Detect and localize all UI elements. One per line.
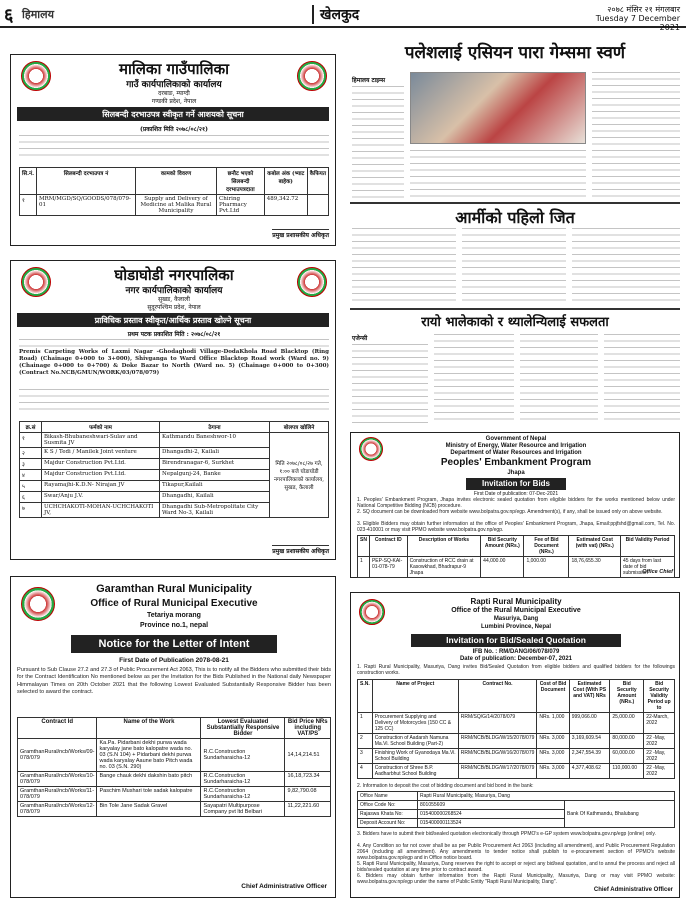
cell [307, 195, 328, 216]
cell: 22 -May, 2022 [644, 749, 675, 764]
cell: Bikash-Bhubaneshwari-Sulav and Susmita JV [42, 433, 160, 448]
col-header: क्र.सं [20, 422, 42, 433]
cell: 11,22,221.60 [285, 802, 331, 817]
ad4-table [357, 535, 675, 578]
cell: Rajaswa Khata No: [358, 810, 418, 819]
cell: Rayamajhi-K.D.N- Nirajan JV [42, 481, 160, 492]
col-header: Bid Security Amount (NRs.) [610, 680, 644, 713]
cell: MRM/MGD/SQ/GOODS/078/079-01 [37, 195, 136, 216]
article-text [604, 334, 680, 424]
col-header: Description of Works [407, 536, 481, 557]
date-nepali: २०७८ मंसिर २१ मंगलबार [607, 5, 680, 14]
ad-embankment [350, 432, 680, 578]
intro: Rapti Rural Municipality, Masuriya, Dang invites Bid/Sealed Quotation from eligible bidders and qualified bidders for the followings construction works. [357, 664, 675, 676]
col-header: कामको विवरण [135, 168, 216, 195]
ad-title: Rapti Rural Municipality [470, 597, 562, 606]
cell: 2,347,554.39 [569, 749, 610, 764]
cell: 80,000.00 [610, 734, 644, 749]
notice-bar: प्राविधिक प्रस्ताव स्वीकृत/आर्थिक प्रस्ताव खोल्ने सूचना [17, 313, 329, 327]
point-text: Bidders have to submit their bid/sealed quotation electronically through PPMO's e-GP system www.bolpatra.gov.np/egp (online) only. [362, 831, 656, 837]
ad-subtitle: Office of Rural Municipal Executive [90, 598, 258, 609]
ad-malika [10, 54, 336, 246]
table-row [20, 195, 329, 216]
note: Information to deposit the cost of bidding document and bid bond in the bank: [362, 783, 534, 789]
cell: Construction of RCC drain at Kasowkhad, Bhadrapur-9 Jhapa [407, 557, 481, 578]
point-text: SQ document can be downloaded from website www.bolpatra.gov.np/egp. Amendment(s), if any, shall be issued only on above website. [362, 509, 663, 515]
cell: 22 -May, 2022 [644, 734, 675, 749]
cell: मिति २०७८/०८/२७ गते, १:०० बजे घोडाघोडी नगरपालिकाको कार्यालय, सुखड, कैलाली [270, 433, 329, 518]
col-header: Lowest Evaluated Substantially Responsive Bidder [201, 718, 285, 739]
ad-province: गण्डकी प्रदेश, नेपाल [151, 98, 197, 105]
cell: NRs. 3,000 [537, 734, 569, 749]
point-text: Any Condition so far not cover shall be as per Public Procurement Act 2063 (including all amendment), and Public Procurement Regulation 2064 (including all amendment). Any amendments to tender notice shall publish to e-procurement section of PPMO's website www.bolpatra.gov.np/egp and in Office notice board. [357, 843, 675, 861]
section-title: खेलकुद [312, 5, 359, 24]
article-text [352, 86, 404, 198]
ad-subtitle: Office of the Rural Municipal Executive [451, 607, 581, 614]
signature: प्रमुख प्रशासकीय अधिकृत [272, 545, 329, 555]
cell: 14,14,214.51 [285, 739, 331, 772]
point-text: Peoples' Embankment Program, Jhapa invites electronic sealed quotation from eligible bidders for the works mentioned below under National Competitive Bidding (NCB) procedure. [357, 497, 675, 509]
col-header: Name of the Work [97, 718, 201, 739]
ad-address: Tetariya morang [147, 612, 201, 619]
cell: NRs. 3,000 [537, 749, 569, 764]
ad-province: Lumbini Province, Nepal [480, 624, 551, 630]
cell: Swar/Anju J.V. [42, 492, 160, 503]
cell: 18,76,655.30 [569, 557, 621, 578]
cell: Procurement Supplying and Delivery of Motorcycles (150 CC & 125 CC) [372, 713, 458, 734]
cell: Finishing Work of Gyanodaya Ma.Vi. School Building [372, 749, 458, 764]
article-text [352, 228, 456, 304]
ifb-number: IFB No. : RM/DANG/06/078/079 [472, 649, 560, 655]
pub-date: First Date of Publication 2078-08-21 [119, 657, 229, 664]
cell: 3 [358, 749, 373, 764]
ad-address: दरबाङ, म्याग्दी [158, 90, 190, 97]
signature: Chief Administrative Officer [593, 887, 673, 893]
col-header: कैफियत [307, 168, 328, 195]
col-header: Contract ID [369, 536, 407, 557]
ad-province: Province no.1, nepal [139, 622, 209, 629]
body-text [19, 339, 329, 349]
cell: ५ [20, 481, 42, 492]
byline-3: एजेन्सी [352, 335, 368, 342]
col-header: Estimated Cost (With PS and VAT) NRs [569, 680, 610, 713]
cell: Office Name [358, 792, 418, 801]
point-3: 3. Bidders have to submit their bid/sealed quotation electronically through PPMO's e-GP system www.bolpatra.gov.np/egp (online) only. [357, 831, 656, 837]
bank-note: 2. Information to deposit the cost of bidding document and bid bond in the bank: [357, 783, 534, 789]
col-header: Bid Validity Period [621, 536, 675, 557]
ad5-table [357, 679, 675, 779]
cell: Birendranagar-6, Surkhet [160, 459, 270, 470]
table-row [358, 713, 675, 734]
cell: 999,066.00 [569, 713, 610, 734]
cell: Deposit Account No: [358, 819, 418, 828]
gov-name: Government of Nepal [485, 436, 547, 442]
cell: RRM/NCB/BLDG/W/15/2078/079 [458, 734, 537, 749]
body-text [19, 135, 329, 161]
ad2-table [19, 421, 329, 518]
cell: 22-March, 2022 [644, 713, 675, 734]
headline-2: आर्मीको पहिलो जित [455, 208, 575, 227]
cell: Dhangadhi, Kailali [160, 492, 270, 503]
page-number: ६ [4, 5, 14, 26]
cell: Bange chauk dekhi dakshin bato pitch [97, 772, 201, 787]
article-text [572, 228, 680, 304]
cell: 22 -May, 2022 [644, 764, 675, 779]
col-header: सिलबन्दी दरभाउपत्र नं [37, 168, 136, 195]
col-header: फर्मको नाम [42, 422, 160, 433]
cell: Supply and Delivery of Medicine at Malika Rural Municipality [135, 195, 216, 216]
cell: Majdur Construction Pvt.Ltd. [42, 470, 160, 481]
col-header: Contract Id [18, 718, 97, 739]
byline-1: हिमालय टाइम्स [352, 77, 386, 84]
table-row [358, 749, 675, 764]
cell: Dhangadhi-2, Kailali [160, 448, 270, 459]
cell: GramthanRural/ncb/Works/09-078/079 [18, 739, 97, 772]
cell: 1,000.00 [524, 557, 569, 578]
article-text [462, 228, 566, 304]
cell: RRM/SQ/G/14/2078/079 [458, 713, 537, 734]
cell: GramthanRural/ncb/Works/12-078/079 [18, 802, 97, 817]
ad-ghodaghodi [10, 260, 336, 560]
cell: Chiring Pharmacy Pvt.Ltd [217, 195, 265, 216]
cell: Majdur Construction Pvt.Ltd. [42, 459, 160, 470]
ministry-name: Ministry of Energy, Water Resource and Irrigation [445, 443, 587, 449]
pub-date: Date of publication: December-07, 2021 [459, 656, 573, 662]
cell: ६ [20, 492, 42, 503]
pub-date: प्रथम पटक प्रकाशित मिति : २०७८/०८/२१ [127, 331, 221, 338]
cell: NRs. 3,000 [537, 764, 569, 779]
ad3-table [17, 717, 331, 817]
ad-province: सुदूरपश्चिम प्रदेश, नेपाल [147, 304, 201, 311]
cell: 801055609 [418, 801, 565, 810]
cell: R.C.Construction Sundarharaicha-12 [201, 787, 285, 802]
dept-name: Department of Water Resources and Irrigation [450, 450, 582, 456]
ad-subtitle: नगर कार्यपालिकाको कार्यालय [125, 286, 223, 296]
table-row [358, 792, 675, 801]
cell: 015400000113524 [418, 819, 565, 828]
cell: Rapti Rural Municipality, Masuriya, Dang [418, 792, 675, 801]
cell: K S / Tedi / Manilek Joint venture [42, 448, 160, 459]
table-row [18, 787, 331, 802]
cell: R.C.Construction Sundarharaicha-12 [201, 739, 285, 772]
cell: Dhangadhi Sub-Metropolitate City Ward No-3, Kailali [160, 503, 270, 518]
point-2: 2. SQ document can be downloaded from website www.bolpatra.gov.np/egp. Amendment(s), if any, shall be issued only on above website. [357, 509, 663, 515]
cell: RRM/NCB/BLDG/W/16/2078/079 [458, 749, 537, 764]
point-text: Rapti Rural Municipality, Masuriya, Dang reserves the right to accept or reject any bid/seal quotation, and to annul the process and reject all bids/sealed quotation at any time prior to contract award. [357, 861, 675, 873]
cell: 44,000.00 [481, 557, 524, 578]
col-header: कबोल अंक (भ्याट बाहेक) [264, 168, 307, 195]
ad-garamthan [10, 576, 336, 898]
col-header: Name of Project [372, 680, 458, 713]
cell: 9,82,790.08 [285, 787, 331, 802]
cell: RRM/NCB/BLDG/W/17/2078/079 [458, 764, 537, 779]
pub-date: First Date of publication: 07-Dec-2021 [473, 491, 559, 497]
cell: GramthanRural/ncb/Works/11-078/079 [18, 787, 97, 802]
cell: 4 [358, 764, 373, 779]
cell: Bin Tole Jane Sadak Gravel [97, 802, 201, 817]
col-header: ठेगाना [160, 422, 270, 433]
col-header: Estimated Cost (with vat) (NRs.) [569, 536, 621, 557]
cell: Construction of Shree B.P. Aadharbhut School Building [372, 764, 458, 779]
cell: Office Code No: [358, 801, 418, 810]
signature: Chief Administrative Officer [241, 883, 327, 890]
table-row [358, 801, 675, 810]
col-header: S.N. [358, 680, 373, 713]
cell: 3,169,609.54 [569, 734, 610, 749]
headline-1: पलेशलाई एसियन पारा गेम्समा स्वर्ण [404, 43, 626, 63]
col-header: Fee of Bid Document (NRs.) [524, 536, 569, 557]
cell: Paschim Mushari tole sadak kalopatre [97, 787, 201, 802]
cell: Ka.Pa. Pidarbani dekhi purwa wada karyalay jane bato kalopatre wada no. 03 (S.N 104) + Pidarbani dekhi purwa wada karyalay Aaune bato Pitch wada no. 03 (S.N. 290) [97, 739, 201, 772]
col-header: Contract No. [458, 680, 537, 713]
cell: 110,000.00 [610, 764, 644, 779]
signature: Office Chief [642, 569, 673, 575]
cell: २ [20, 448, 42, 459]
cell: ४ [20, 470, 42, 481]
cell: PEP-SQ-KAI-01-078-79 [369, 557, 407, 578]
col-header: Bid Security Validity Period up to [644, 680, 675, 713]
table-row [18, 802, 331, 817]
col-header: Bid Price NRs including VAT/PS [285, 718, 331, 739]
table-row [20, 433, 329, 448]
news-photo [410, 72, 586, 144]
ad-title: Peoples' Embankment Program [440, 457, 592, 468]
cell: 16,18,723.34 [285, 772, 331, 787]
cell: NRs. 1,000 [537, 713, 569, 734]
table-row [18, 772, 331, 787]
point-text: Eligible Bidders may obtain further information at the office of Peoples' Embankment Program, Jhapa, Email:ppjfshd@gmail.com, Tel. No. 023-410001 or may visit PPMO website www.bolpatra.gov.np/egp. [357, 521, 675, 533]
col-header: Bid Security Amount (NRs.) [481, 536, 524, 557]
cell: Nepalgunj-24, Banke [160, 470, 270, 481]
cell: ७ [20, 503, 42, 518]
col-header: Cost of Bid Document [537, 680, 569, 713]
cell: 489,342.72 [264, 195, 307, 216]
notice-bar: Notice for the Letter of Intent [71, 635, 277, 653]
notice-text: Premis Carpeting Works of Laxmi Nagar -Ghodaghodi Village-DodaKhola Road Blacktop (Ring Road) (Chainage 0+000 to 3+000), Shivganga to Ward Office Blacktop Road work (Ward no. 9) (Chainage 0+000 to 0+700) & Doke Bazar to North (Ward no. 5) (Chainage 0+000 to 0+300) (Contract No.NCB/GMUN/WORK/03/078/079) [19, 349, 329, 376]
point-text: Bidders may obtain further information from the Rapti Rural Municipality, Masuriya, Dang or may visit PPMO website: www.bolpatra.gov.np/egp under the name of Public Entity "Rapti Rural Municipality, Dang". [357, 873, 675, 885]
cell: 1 [358, 557, 370, 578]
point-4: 4. Any Condition so far not cover shall be as per Public Procurement Act 2063 (including all amendment), and Public Procurement Regulation 2064 (including all amendment). Any amendments to tender notice shall publish to e-procurement section of PPMO's website www.bolpatra.gov.np/egp and in Office notice board. [357, 843, 675, 861]
article-text [520, 334, 598, 424]
table-row [358, 734, 675, 749]
notice-bar: Invitation for Bid/Sealed Quotation [411, 634, 621, 647]
col-header: सि.नं. [20, 168, 37, 195]
cell: १ [20, 195, 37, 216]
date-english: Tuesday 7 December 2021 [595, 14, 680, 32]
point-5: 5. Rapti Rural Municipality, Masuriya, Dang reserves the right to accept or reject any bid/seal quotation, and to annul the process and reject all bids/sealed quotation at any time prior to contract award. [357, 861, 675, 873]
headline-3: रायो भालेकाको र थ्यालेन्यिलाई सफलता [421, 315, 609, 330]
divider [350, 308, 680, 310]
cell: R.C.Construction Sundarharaicha-12 [201, 772, 285, 787]
cell: 45 days from last date of bid submission [621, 557, 675, 578]
signature: प्रमुख प्रशासकीय अधिकृत [272, 229, 329, 239]
ad-rapti [350, 592, 680, 898]
ad-address: Masuriya, Dang [493, 616, 539, 622]
table-row [18, 739, 331, 772]
point-3: 3. Eligible Bidders may obtain further information at the office of Peoples' Embankment Program, Jhapa, Email:ppjfshd@gmail.com, Tel. No. 023-410001 or may visit PPMO website www.bolpatra.gov.np/egp. [357, 521, 675, 533]
cell: 60,000.00 [610, 749, 644, 764]
cell: १ [20, 433, 42, 448]
cell: UCHCHAKOTI-MOHAN-UCHCHAKOTI JV, [42, 503, 160, 518]
ad1-table [19, 167, 329, 216]
cell: 1 [358, 713, 373, 734]
bank-table [357, 791, 675, 828]
ad-subtitle: गाउँ कार्यपालिकाको कार्यालय [126, 80, 222, 90]
table-row [358, 764, 675, 779]
point-6: 6. Bidders may obtain further information from the Rapti Rural Municipality, Masuriya, Dang or may visit PPMO website: www.bolpatra.gov.np/egp under the name of Public Entity "Rapti Rural Municipality, Dang". [357, 873, 675, 885]
cell: 015400000268524 [418, 810, 565, 819]
cell: GramthanRural/ncb/Works/10-078/079 [18, 772, 97, 787]
body-text: Pursuant to Sub Clause 27.2 and 27.3 of Public Procurement Act 2063, This is to notify all the Bidders who submitted their bids for the Contract Identification No mentioned below as per the Invitation for the Bids Published in the National daily Newspaper Himmalayan Times on 20th October 2021 that the following Lowest Evaluated Substantially Responsive Bidder has been selected to award the contract. [17, 667, 331, 696]
paper-name: हिमालय [22, 8, 54, 21]
cell: Bank Of Kathmandu, Bhalubang [565, 801, 675, 828]
cell: Sayapatri Multipurpose Company pvt ltd Belbari [201, 802, 285, 817]
cell: Tikapur,Kailali [160, 481, 270, 492]
pub-date: (प्रकाशित मिति २०७८/०८/२१) [140, 126, 208, 133]
cell: Kathmandu Baneshwor-10 [160, 433, 270, 448]
col-header: SN [358, 536, 370, 557]
ad-title: Garamthan Rural Municipality [96, 583, 252, 595]
col-header: छनौट भएको सिलबन्दी दरभाउपत्रदाता [217, 168, 265, 195]
cell: Construction of Aadarsh Namuna Ma.Vi. School Building (Part-2) [372, 734, 458, 749]
ad-address: सुखड, कैलाली [158, 296, 190, 303]
divider [350, 202, 680, 204]
col-header: बोलपत्र खोलिने [270, 422, 329, 433]
article-text [434, 334, 514, 424]
notice-bar: सिलबन्दी दरभाउपत्र स्वीकृत गर्ने आशयको सूचना [17, 107, 329, 121]
point-1: 1. Peoples' Embankment Program, Jhapa invites electronic sealed quotation from eligible bidders for the works mentioned below under National Competitive Bidding (NCB) procedure. [357, 497, 675, 509]
cell: 4,377,408.62 [569, 764, 610, 779]
body-text [19, 389, 329, 415]
table-row [358, 557, 675, 578]
notice-bar: Invitation for Bids [466, 478, 566, 490]
article-text [592, 72, 680, 198]
article-text [352, 344, 428, 424]
cell: ३ [20, 459, 42, 470]
intro-text: 1. Rapti Rural Municipality, Masuriya, Dang invites Bid/Sealed Quotation from eligible bidders and qualified bidders for the followings construction works. [357, 664, 675, 676]
ad-title: घोडाघोडी नगरपालिका [114, 266, 234, 284]
ad-place: Jhapa [507, 470, 525, 476]
cell: 25,000.00 [610, 713, 644, 734]
ad-title: मालिका गाउँपालिका [119, 60, 229, 78]
cell: 2 [358, 734, 373, 749]
article-text [410, 150, 586, 198]
